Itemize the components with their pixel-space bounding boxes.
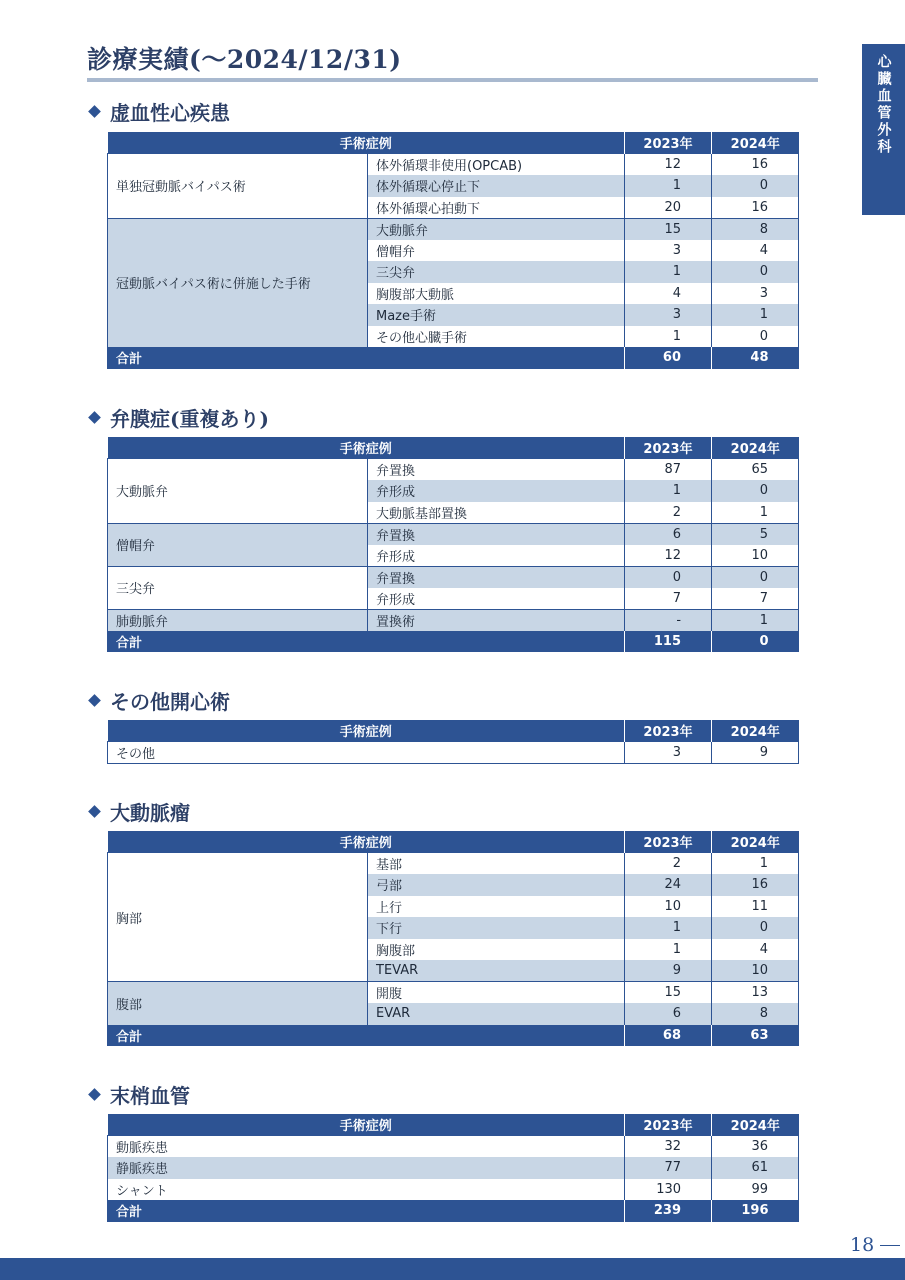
header-cell-2024: 2024年 bbox=[712, 831, 799, 853]
value-2024-cell: 16 bbox=[712, 874, 799, 896]
side-tab bbox=[862, 44, 905, 215]
row-label-cell: その他心臓手術 bbox=[368, 326, 625, 348]
value-2023-cell: 7 bbox=[625, 588, 712, 610]
row-label-cell: 胸腹部大動脈 bbox=[368, 283, 625, 305]
group-label-cell: 胸部 bbox=[108, 853, 368, 982]
value-2023-cell: 1 bbox=[625, 939, 712, 961]
value-2024-cell: 10 bbox=[712, 960, 799, 982]
total-label-cell: 合計 bbox=[108, 347, 625, 369]
row-label-cell: 胸腹部 bbox=[368, 939, 625, 961]
diamond-bullet-icon bbox=[88, 411, 101, 424]
value-2024-cell: 65 bbox=[712, 459, 799, 481]
total-2023-cell: 60 bbox=[625, 347, 712, 369]
value-2024-cell: 16 bbox=[712, 197, 799, 219]
side-tab-label: 心臓血管外科 bbox=[875, 54, 892, 156]
table-row bbox=[108, 1179, 799, 1201]
total-label-cell: 合計 bbox=[108, 1025, 625, 1047]
bottom-bar bbox=[0, 1258, 905, 1280]
table-total-row bbox=[108, 1025, 799, 1047]
total-2023-cell: 115 bbox=[625, 631, 712, 653]
row-label-cell: 弁形成 bbox=[368, 480, 625, 502]
group-label-cell: 三尖弁 bbox=[108, 566, 368, 609]
row-label-cell: 三尖弁 bbox=[368, 261, 625, 283]
row-label-cell: 弁置換 bbox=[368, 566, 625, 588]
row-label-cell: 基部 bbox=[368, 853, 625, 875]
value-2024-cell: 3 bbox=[712, 283, 799, 305]
value-2023-cell: 20 bbox=[625, 197, 712, 219]
value-2024-cell: 11 bbox=[712, 896, 799, 918]
value-2024-cell: 13 bbox=[712, 982, 799, 1004]
page-number-text: 18 bbox=[850, 1234, 875, 1256]
total-label-cell: 合計 bbox=[108, 1200, 625, 1222]
value-2024-cell: 8 bbox=[712, 1003, 799, 1025]
value-2023-cell: 24 bbox=[625, 874, 712, 896]
value-2023-cell: 4 bbox=[625, 283, 712, 305]
row-label-cell: 僧帽弁 bbox=[368, 240, 625, 262]
value-2024-cell: 9 bbox=[712, 742, 799, 764]
group-label-cell: 大動脈弁 bbox=[108, 459, 368, 524]
page-title: 診療実績(～2024/12/31) bbox=[87, 45, 402, 74]
value-2023-cell: 3 bbox=[625, 304, 712, 326]
row-label-cell: 体外循環非使用(OPCAB) bbox=[368, 154, 625, 176]
header-cell-procedure: 手術症例 bbox=[108, 720, 625, 742]
table-row bbox=[108, 1157, 799, 1179]
total-2024-cell: 0 bbox=[712, 631, 799, 653]
table-row bbox=[108, 982, 799, 1004]
row-label-cell: 弓部 bbox=[368, 874, 625, 896]
header-cell-2024: 2024年 bbox=[712, 1114, 799, 1136]
diamond-bullet-icon bbox=[88, 105, 101, 118]
table-row bbox=[108, 154, 799, 176]
header-cell-2023: 2023年 bbox=[625, 437, 712, 459]
row-label-cell: 大動脈基部置換 bbox=[368, 502, 625, 524]
value-2024-cell: 0 bbox=[712, 566, 799, 588]
value-2024-cell: 10 bbox=[712, 545, 799, 567]
row-label-cell: 開腹 bbox=[368, 982, 625, 1004]
value-2023-cell: 2 bbox=[625, 853, 712, 875]
section-heading-text: 大動脈瘤 bbox=[110, 801, 190, 825]
value-2024-cell: 36 bbox=[712, 1136, 799, 1158]
section-heading bbox=[87, 97, 230, 126]
table-row bbox=[108, 566, 799, 588]
value-2023-cell: 2 bbox=[625, 502, 712, 524]
value-2024-cell: 16 bbox=[712, 154, 799, 176]
value-2023-cell: 1 bbox=[625, 261, 712, 283]
value-2023-cell: - bbox=[625, 609, 712, 631]
value-2024-cell: 0 bbox=[712, 261, 799, 283]
value-2024-cell: 0 bbox=[712, 326, 799, 348]
section-heading bbox=[87, 403, 269, 432]
section-heading-text: 末梢血管 bbox=[110, 1084, 190, 1108]
value-2023-cell: 12 bbox=[625, 154, 712, 176]
value-2023-cell: 1 bbox=[625, 326, 712, 348]
data-table bbox=[107, 720, 799, 764]
section-heading bbox=[87, 686, 230, 715]
row-label-cell: 動脈疾患 bbox=[108, 1136, 625, 1158]
row-label-cell: Maze手術 bbox=[368, 304, 625, 326]
value-2024-cell: 1 bbox=[712, 853, 799, 875]
diamond-bullet-icon bbox=[88, 805, 101, 818]
header-cell-procedure: 手術症例 bbox=[108, 831, 625, 853]
table-row bbox=[108, 853, 799, 875]
group-label-cell: 肺動脈弁 bbox=[108, 609, 368, 631]
total-label-cell: 合計 bbox=[108, 631, 625, 653]
value-2023-cell: 1 bbox=[625, 917, 712, 939]
header-cell-2023: 2023年 bbox=[625, 831, 712, 853]
value-2023-cell: 130 bbox=[625, 1179, 712, 1201]
group-label-cell: 冠動脈バイパス術に併施した手術 bbox=[108, 218, 368, 347]
value-2024-cell: 1 bbox=[712, 304, 799, 326]
header-cell-2023: 2023年 bbox=[625, 720, 712, 742]
header-cell-2024: 2024年 bbox=[712, 437, 799, 459]
row-label-cell: EVAR bbox=[368, 1003, 625, 1025]
value-2024-cell: 0 bbox=[712, 480, 799, 502]
data-table bbox=[107, 132, 799, 369]
value-2023-cell: 3 bbox=[625, 742, 712, 764]
table-row bbox=[108, 459, 799, 481]
table-total-row bbox=[108, 631, 799, 653]
value-2023-cell: 15 bbox=[625, 982, 712, 1004]
value-2023-cell: 0 bbox=[625, 566, 712, 588]
table-total-row bbox=[108, 1200, 799, 1222]
row-label-cell: 弁形成 bbox=[368, 588, 625, 610]
table-row bbox=[108, 218, 799, 240]
table-header-row bbox=[108, 437, 799, 459]
value-2024-cell: 4 bbox=[712, 240, 799, 262]
header-cell-procedure: 手術症例 bbox=[108, 437, 625, 459]
value-2023-cell: 32 bbox=[625, 1136, 712, 1158]
group-label-cell: 僧帽弁 bbox=[108, 523, 368, 566]
value-2023-cell: 6 bbox=[625, 523, 712, 545]
table-total-row bbox=[108, 347, 799, 369]
row-label-cell: 弁置換 bbox=[368, 523, 625, 545]
section-heading bbox=[87, 1080, 190, 1109]
value-2024-cell: 5 bbox=[712, 523, 799, 545]
row-label-cell: その他 bbox=[108, 742, 625, 764]
table-row bbox=[108, 1136, 799, 1158]
value-2024-cell: 1 bbox=[712, 609, 799, 631]
row-label-cell: 下行 bbox=[368, 917, 625, 939]
value-2023-cell: 1 bbox=[625, 480, 712, 502]
value-2024-cell: 1 bbox=[712, 502, 799, 524]
value-2024-cell: 0 bbox=[712, 175, 799, 197]
header-cell-procedure: 手術症例 bbox=[108, 132, 625, 154]
data-table bbox=[107, 437, 799, 652]
group-label-cell: 腹部 bbox=[108, 982, 368, 1025]
row-label-cell: TEVAR bbox=[368, 960, 625, 982]
row-label-cell: 弁置換 bbox=[368, 459, 625, 481]
value-2023-cell: 10 bbox=[625, 896, 712, 918]
value-2024-cell: 8 bbox=[712, 218, 799, 240]
data-table bbox=[107, 1114, 799, 1222]
row-label-cell: 静脈疾患 bbox=[108, 1157, 625, 1179]
row-label-cell: 体外循環心拍動下 bbox=[368, 197, 625, 219]
value-2024-cell: 0 bbox=[712, 917, 799, 939]
value-2023-cell: 3 bbox=[625, 240, 712, 262]
value-2024-cell: 99 bbox=[712, 1179, 799, 1201]
header-cell-procedure: 手術症例 bbox=[108, 1114, 625, 1136]
header-cell-2024: 2024年 bbox=[712, 132, 799, 154]
value-2023-cell: 77 bbox=[625, 1157, 712, 1179]
row-label-cell: 体外循環心停止下 bbox=[368, 175, 625, 197]
table-row bbox=[108, 609, 799, 631]
value-2024-cell: 61 bbox=[712, 1157, 799, 1179]
value-2023-cell: 9 bbox=[625, 960, 712, 982]
row-label-cell: 上行 bbox=[368, 896, 625, 918]
table-header-row bbox=[108, 132, 799, 154]
value-2023-cell: 87 bbox=[625, 459, 712, 481]
data-table bbox=[107, 831, 799, 1046]
page-number bbox=[850, 1234, 900, 1256]
total-2024-cell: 196 bbox=[712, 1200, 799, 1222]
section-heading-text: その他開心術 bbox=[110, 690, 230, 714]
section-heading-text: 弁膜症(重複あり) bbox=[110, 407, 269, 431]
value-2024-cell: 7 bbox=[712, 588, 799, 610]
table-header-row bbox=[108, 1114, 799, 1136]
group-label-cell: 単独冠動脈バイパス術 bbox=[108, 154, 368, 219]
row-label-cell: 弁形成 bbox=[368, 545, 625, 567]
value-2023-cell: 6 bbox=[625, 1003, 712, 1025]
header-cell-2023: 2023年 bbox=[625, 132, 712, 154]
header-cell-2023: 2023年 bbox=[625, 1114, 712, 1136]
section-heading-text: 虚血性心疾患 bbox=[110, 101, 230, 125]
total-2023-cell: 239 bbox=[625, 1200, 712, 1222]
table-row bbox=[108, 523, 799, 545]
title-rule bbox=[87, 78, 818, 82]
row-label-cell: 大動脈弁 bbox=[368, 218, 625, 240]
diamond-bullet-icon bbox=[88, 694, 101, 707]
diamond-bullet-icon bbox=[88, 1088, 101, 1101]
row-label-cell: シャント bbox=[108, 1179, 625, 1201]
value-2023-cell: 1 bbox=[625, 175, 712, 197]
value-2023-cell: 15 bbox=[625, 218, 712, 240]
header-cell-2024: 2024年 bbox=[712, 720, 799, 742]
total-2023-cell: 68 bbox=[625, 1025, 712, 1047]
table-header-row bbox=[108, 831, 799, 853]
page-number-dash bbox=[880, 1245, 900, 1246]
value-2023-cell: 12 bbox=[625, 545, 712, 567]
row-label-cell: 置換術 bbox=[368, 609, 625, 631]
table-row bbox=[108, 742, 799, 764]
total-2024-cell: 63 bbox=[712, 1025, 799, 1047]
section-heading bbox=[87, 797, 190, 826]
value-2024-cell: 4 bbox=[712, 939, 799, 961]
table-header-row bbox=[108, 720, 799, 742]
total-2024-cell: 48 bbox=[712, 347, 799, 369]
